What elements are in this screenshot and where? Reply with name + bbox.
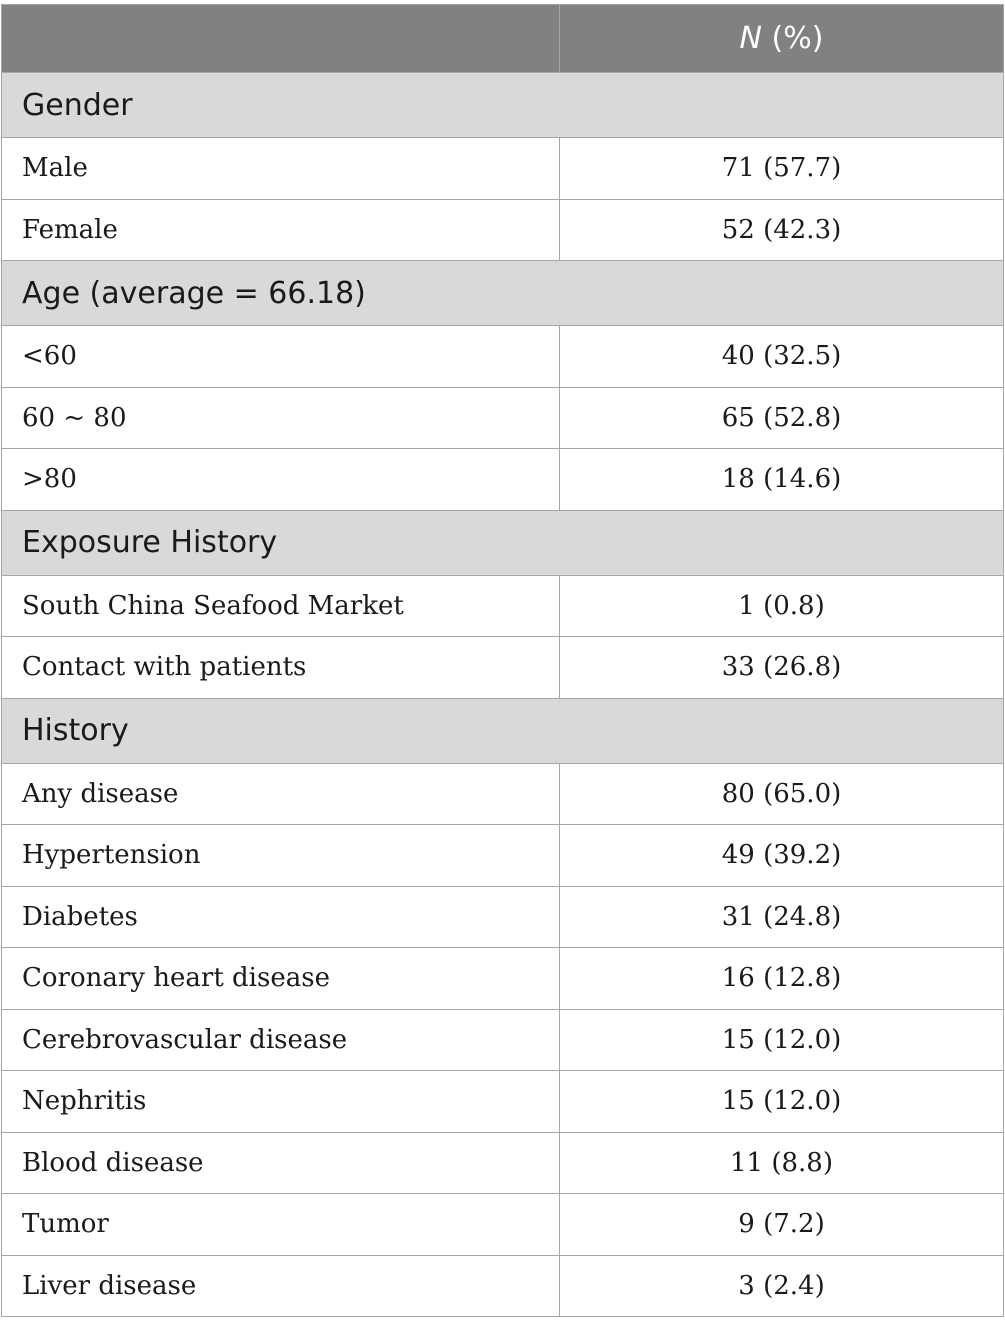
row-value: 65 (52.8) xyxy=(560,387,1004,449)
table-row xyxy=(2,138,1004,200)
row-value: 18 (14.6) xyxy=(560,449,1004,511)
section-title: Age (average = 66.18) xyxy=(2,261,1004,326)
table-row xyxy=(2,825,1004,887)
row-value: 31 (24.8) xyxy=(560,886,1004,948)
section-title: Exposure History xyxy=(2,510,1004,575)
characteristics-table xyxy=(1,4,1004,1317)
section-row-history xyxy=(2,698,1004,763)
table-row xyxy=(2,575,1004,637)
table-row xyxy=(2,449,1004,511)
row-label: Diabetes xyxy=(2,886,560,948)
row-label: Female xyxy=(2,199,560,261)
table-row xyxy=(2,199,1004,261)
row-value: 15 (12.0) xyxy=(560,1071,1004,1133)
row-label: <60 xyxy=(2,326,560,388)
row-value: 11 (8.8) xyxy=(560,1132,1004,1194)
row-value: 16 (12.8) xyxy=(560,948,1004,1010)
header-value-cell xyxy=(560,5,1004,73)
table-row xyxy=(2,637,1004,699)
row-value: 80 (65.0) xyxy=(560,763,1004,825)
row-label: Cerebrovascular disease xyxy=(2,1009,560,1071)
row-value: 1 (0.8) xyxy=(560,575,1004,637)
row-value: 71 (57.7) xyxy=(560,138,1004,200)
row-label: Male xyxy=(2,138,560,200)
row-label: Nephritis xyxy=(2,1071,560,1133)
table-row xyxy=(2,1194,1004,1256)
table-row xyxy=(2,763,1004,825)
row-label: Coronary heart disease xyxy=(2,948,560,1010)
row-value: 49 (39.2) xyxy=(560,825,1004,887)
row-label: Liver disease xyxy=(2,1255,560,1317)
row-value: 40 (32.5) xyxy=(560,326,1004,388)
table-row xyxy=(2,387,1004,449)
table-row xyxy=(2,1009,1004,1071)
row-value: 33 (26.8) xyxy=(560,637,1004,699)
section-row-age xyxy=(2,261,1004,326)
row-label: Tumor xyxy=(2,1194,560,1256)
header-n-text: N xyxy=(739,21,762,56)
table-row xyxy=(2,886,1004,948)
row-value: 3 (2.4) xyxy=(560,1255,1004,1317)
row-label: South China Seafood Market xyxy=(2,575,560,637)
section-row-exposure-history xyxy=(2,510,1004,575)
row-label: >80 xyxy=(2,449,560,511)
row-label: 60 ~ 80 xyxy=(2,387,560,449)
table-row xyxy=(2,1255,1004,1317)
row-value: 15 (12.0) xyxy=(560,1009,1004,1071)
table-row xyxy=(2,948,1004,1010)
row-label: Contact with patients xyxy=(2,637,560,699)
section-title: Gender xyxy=(2,73,1004,138)
section-title: History xyxy=(2,698,1004,763)
row-label: Any disease xyxy=(2,763,560,825)
row-value: 9 (7.2) xyxy=(560,1194,1004,1256)
table-row xyxy=(2,1071,1004,1133)
row-label: Hypertension xyxy=(2,825,560,887)
header-label-cell xyxy=(2,5,560,73)
row-value: 52 (42.3) xyxy=(560,199,1004,261)
table-header-row xyxy=(2,5,1004,73)
section-row-gender xyxy=(2,73,1004,138)
table-row xyxy=(2,1132,1004,1194)
row-label: Blood disease xyxy=(2,1132,560,1194)
header-percent-text: (%) xyxy=(762,21,824,56)
table-row xyxy=(2,326,1004,388)
